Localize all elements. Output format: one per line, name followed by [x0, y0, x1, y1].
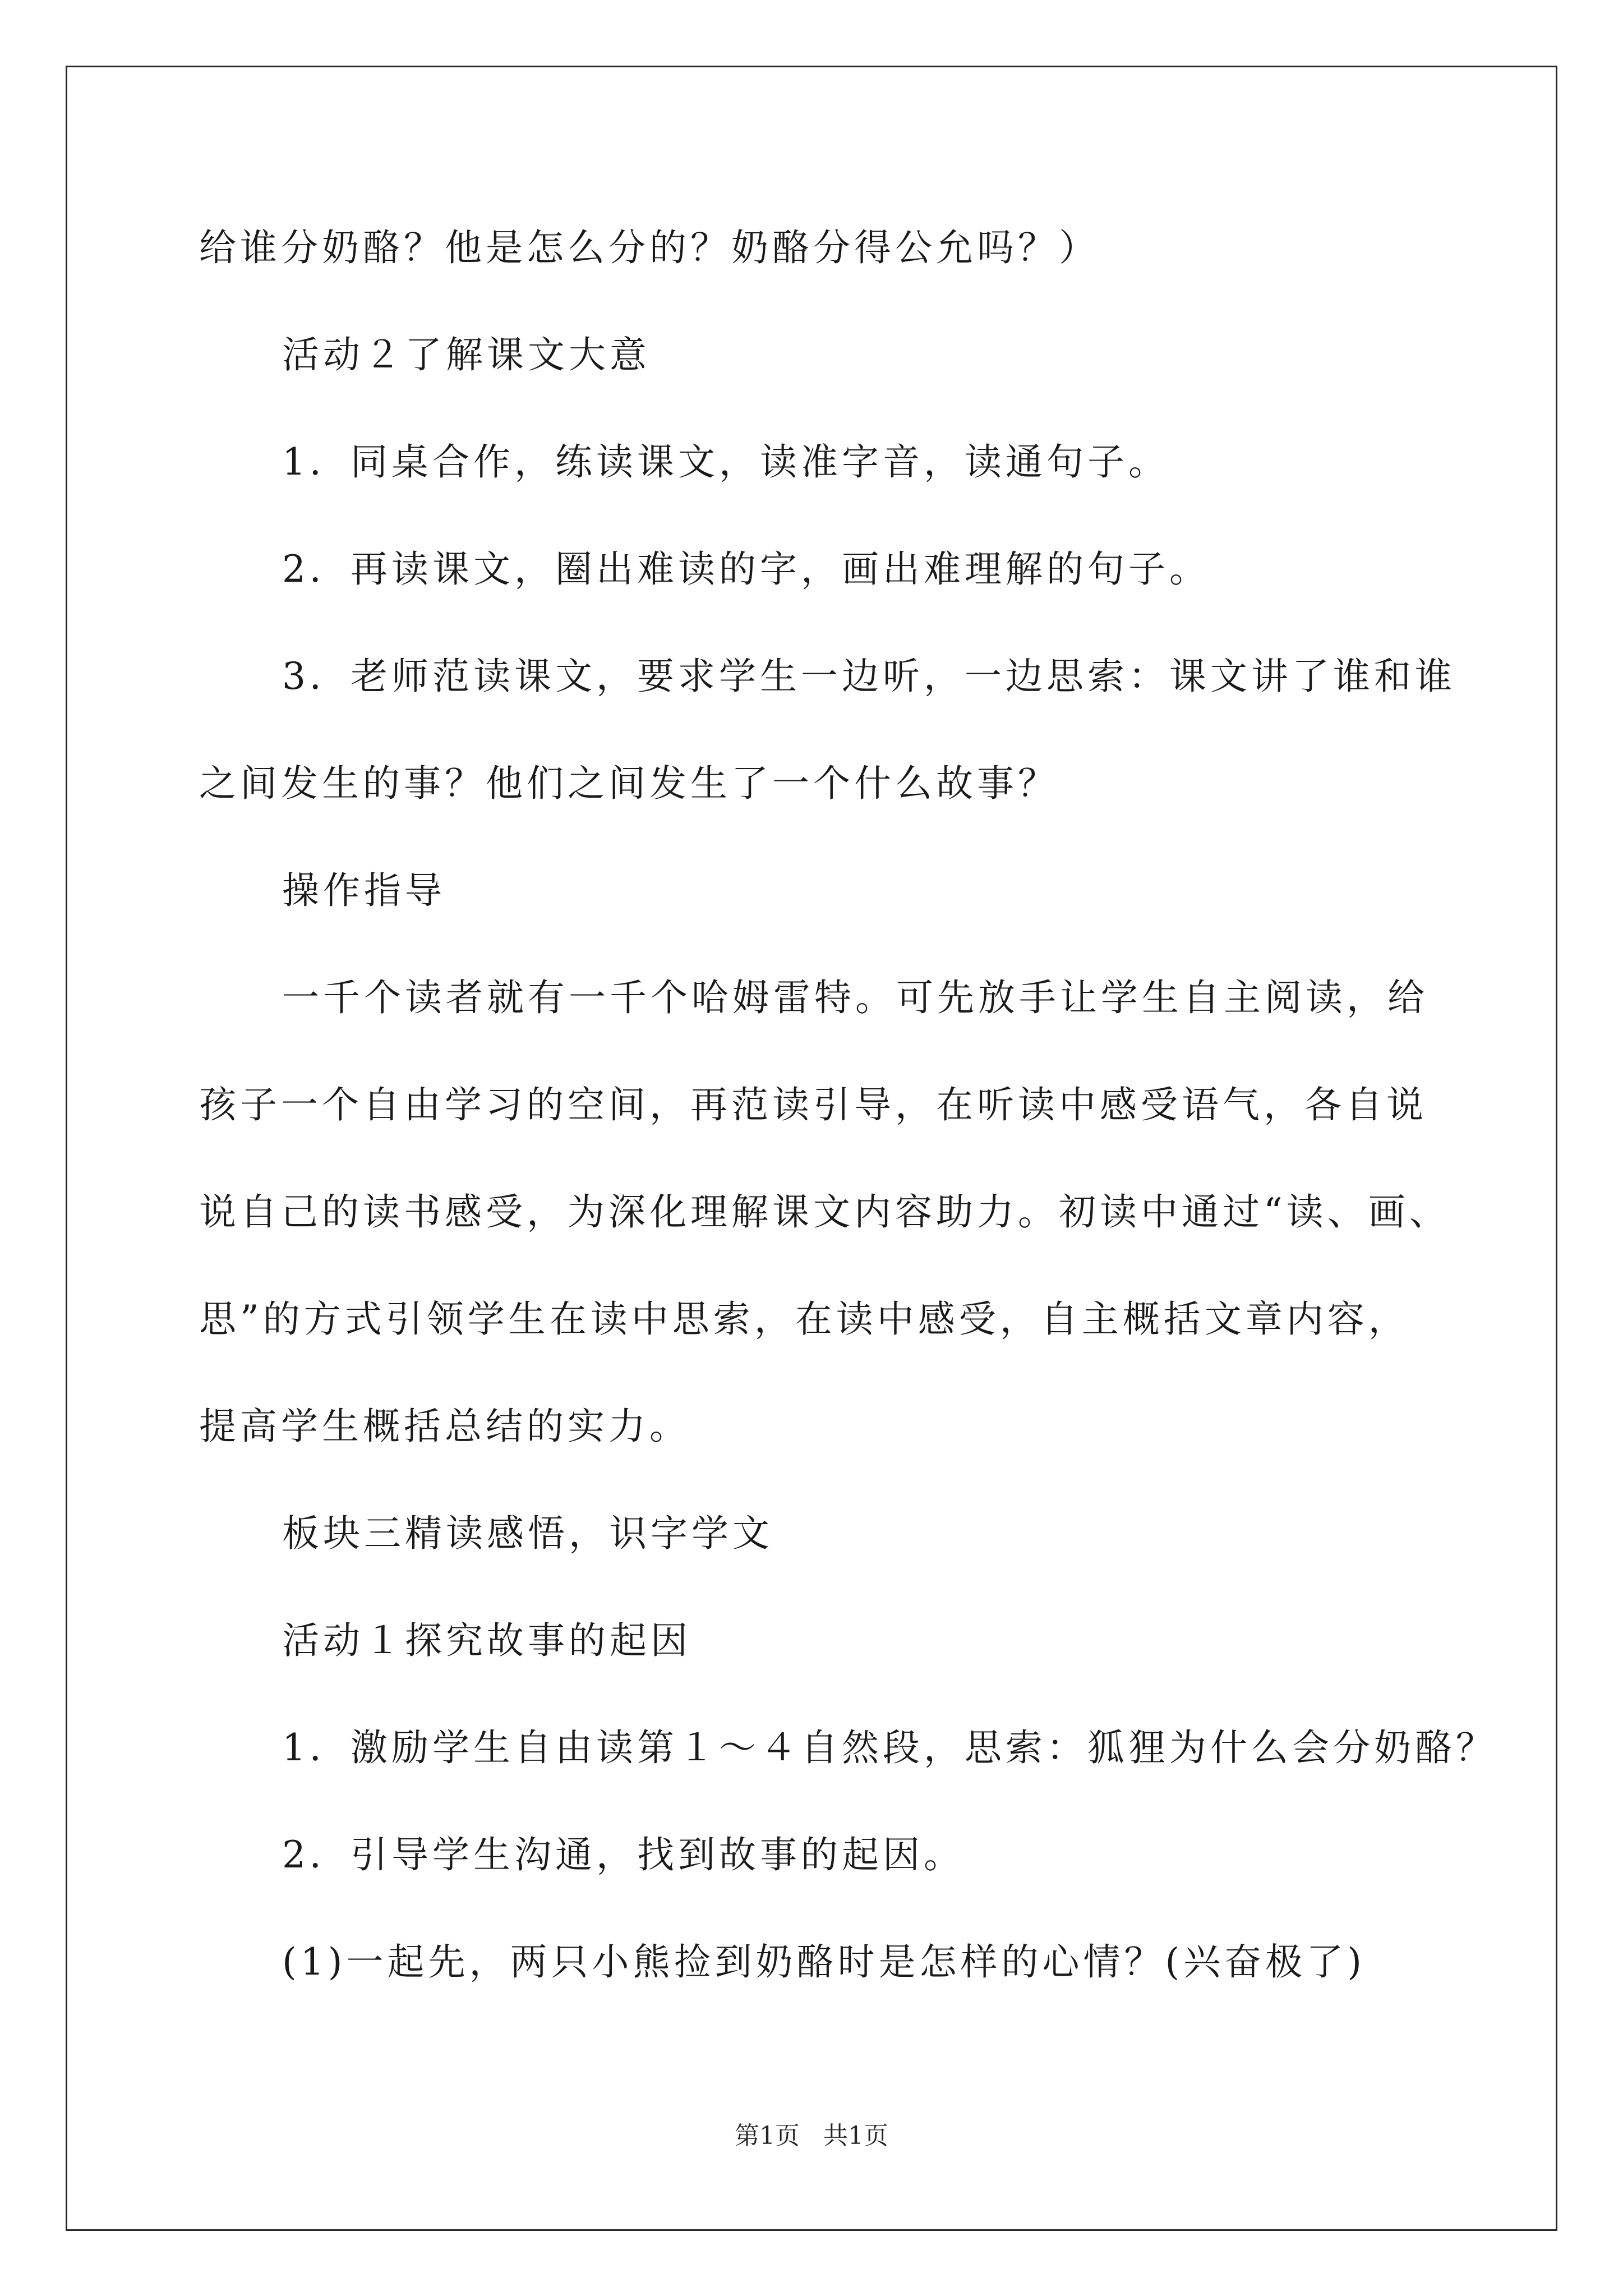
- text-line: 说自己的读书感受，为深化理解课文内容助力。初读中通过“读、画、: [199, 1190, 1450, 1234]
- page-total: 共1页: [823, 2122, 888, 2150]
- text-line: 孩子一个自由学习的空间，再范读引导，在听读中感受语气，各自说: [199, 1083, 1427, 1126]
- text-line: 一千个读者就有一千个哈姆雷特。可先放手让学生自主阅读，给: [282, 976, 1428, 1019]
- text-line: 2．引导学生沟通，找到故事的起因。: [282, 1833, 965, 1876]
- text-line: 2．再读课文，圈出难读的字，画出难理解的句子。: [282, 547, 1210, 591]
- text-line: 1．激励学生自由读第１～４自然段，思索：狐狸为什么会分奶酪？: [282, 1726, 1497, 1769]
- text-line: 思”的方式引领学生在读中思索，在读中感受，自主概括文章内容，: [199, 1297, 1409, 1341]
- text-line: 活动２了解课文大意: [282, 333, 651, 376]
- text-line: 之间发生的事？他们之间发生了一个什么故事？: [199, 762, 1059, 805]
- section-heading: 活动１探究故事的起因: [282, 1619, 691, 1662]
- page-footer: [0, 2119, 1623, 2153]
- section-heading: 板块三精读感悟，识字学文: [282, 1512, 773, 1555]
- text-line: 3．老师范读课文，要求学生一边听，一边思索：课文讲了谁和谁: [282, 655, 1456, 698]
- text-line: 给谁分奶酪？他是怎么分的？奶酪分得公允吗？）: [199, 226, 1100, 269]
- section-heading: 操作指导: [282, 869, 446, 912]
- text-line: 提高学生概括总结的实力。: [199, 1405, 690, 1448]
- document-body: [199, 209, 1506, 2030]
- page-number: 第1页: [735, 2122, 800, 2150]
- text-line: 1．同桌合作，练读课文，读准字音，读通句子。: [282, 440, 1169, 484]
- text-line: (1)一起先，两只小熊捡到奶酪时是怎样的心情？(兴奋极了): [282, 1940, 1366, 1984]
